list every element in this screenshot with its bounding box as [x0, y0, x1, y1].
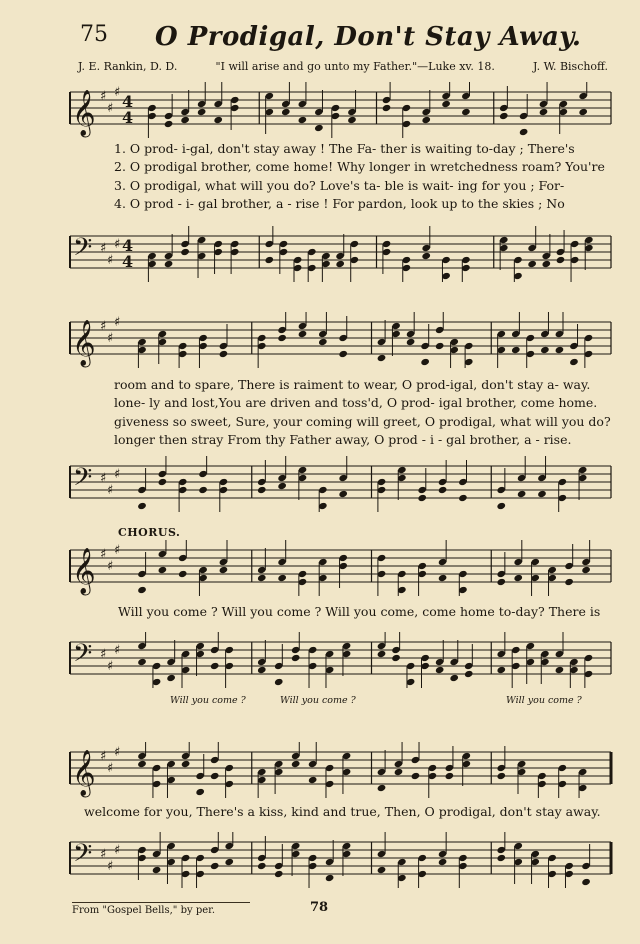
sharp-icon: ♯ [114, 745, 121, 760]
note-head [496, 578, 506, 586]
echo-lyric-3: Will you come ? [506, 695, 582, 706]
note-head [449, 674, 459, 682]
note-head [513, 574, 523, 582]
note-head [441, 100, 451, 108]
note-head [496, 772, 506, 780]
sharp-icon: ♯ [100, 749, 107, 764]
note-head [335, 260, 345, 268]
verse-4-line-2: longer then stray From thy Father away, O prod - i - gal brother, a - rise. [114, 431, 572, 447]
chorus-label: CHORUS. [118, 526, 181, 539]
note-head [158, 566, 168, 574]
note-head [581, 878, 591, 886]
verse-1-line-2: room and to spare, There is raiment to wear, O prod-igal, don't stay a- way. [114, 377, 591, 392]
note-head [377, 650, 387, 658]
sharp-icon: ♯ [100, 847, 107, 862]
note-head [210, 862, 220, 870]
note-head [435, 666, 445, 674]
time-signature-bottom: 4 [122, 108, 134, 127]
note-head [181, 760, 191, 768]
note-head [461, 108, 471, 116]
note-head [166, 674, 176, 682]
note-head [257, 666, 267, 674]
bass-clef-icon: 𝄢 [73, 463, 93, 498]
note-head [542, 260, 552, 268]
sharp-icon: ♯ [114, 237, 121, 252]
note-head [458, 494, 468, 502]
note-head [406, 338, 416, 346]
chorus-lyrics-line-1: Will you come ? Will you come ? Will you come, come home to-day? There is [118, 604, 601, 619]
note-head [219, 350, 229, 358]
sharp-icon: ♯ [114, 85, 121, 100]
note-head [198, 486, 208, 494]
sharp-icon: ♯ [100, 547, 107, 562]
verse-3-line-2: giveness so sweet, Sure, your coming will greet, O prodigal, what will you do? [114, 413, 611, 429]
note-head [511, 346, 521, 354]
sharp-icon: ♯ [100, 241, 107, 256]
note-head [164, 260, 174, 268]
sharp-icon: ♯ [100, 319, 107, 334]
note-head [274, 678, 284, 686]
note-head [137, 586, 147, 594]
verse-2-line-1: 2. O prodigal brother, come home! Why longer in wretchedness roam? You're [114, 159, 605, 175]
sharp-icon: ♯ [107, 483, 114, 498]
note-head [137, 658, 147, 666]
staff-system-3-treble [66, 540, 616, 596]
note-head [391, 654, 401, 662]
sharp-icon: ♯ [114, 543, 121, 558]
note-head [564, 578, 574, 586]
sharp-icon: ♯ [107, 331, 114, 346]
time-signature-top: 4 [122, 92, 134, 111]
note-head [411, 772, 421, 780]
treble-clef-icon: 𝄞 [72, 750, 96, 796]
note-head [435, 342, 445, 350]
note-head [556, 256, 566, 264]
treble-clef-icon: 𝄞 [72, 90, 96, 136]
staff-system-1-bass [66, 226, 616, 282]
sharp-icon: ♯ [114, 467, 121, 482]
note-head [421, 252, 431, 260]
chorus-lyrics-line-2: welcome for you, There's a kiss, kind and true, Then, O prodigal, don't stay away. [84, 804, 601, 819]
bass-clef-icon: 𝄢 [73, 233, 93, 268]
note-head [164, 120, 174, 128]
sharp-icon: ♯ [100, 647, 107, 662]
note-head [499, 112, 509, 120]
note-head [180, 248, 190, 256]
note-head [195, 788, 205, 796]
note-head [445, 772, 455, 780]
note-head [219, 566, 229, 574]
note-head [264, 256, 274, 264]
verse-2-line-2: lone- ly and lost,You are driven and toss'd, O prod- igal brother, come home. [114, 395, 598, 411]
note-head [438, 858, 448, 866]
note-head [197, 108, 207, 116]
sharp-icon: ♯ [107, 559, 114, 574]
note-head [420, 358, 430, 366]
sharp-icon: ♯ [107, 859, 114, 874]
note-head [277, 574, 287, 582]
note-head [213, 116, 223, 124]
staff-system-2-bass [66, 456, 616, 512]
note-head [318, 338, 328, 346]
sharp-icon: ♯ [107, 253, 114, 268]
note-head [496, 666, 506, 674]
note-head [464, 670, 474, 678]
note-head [210, 662, 220, 670]
sharp-icon: ♯ [114, 843, 121, 858]
note-head [257, 574, 267, 582]
verse-4-line-1: 4. O prod - i- gal brother, a - rise ! For pardon, look up to the skies ; No [114, 195, 565, 211]
note-head [496, 502, 506, 510]
bass-clef-icon: 𝄢 [73, 839, 93, 874]
note-head [178, 570, 188, 578]
note-head [421, 116, 431, 124]
source-footnote: From "Gospel Bells," by per. [72, 905, 215, 916]
treble-clef-icon: 𝄞 [72, 320, 96, 366]
note-head [537, 490, 547, 498]
note-head [137, 760, 147, 768]
sharp-icon: ♯ [107, 101, 114, 116]
note-head [555, 666, 565, 674]
note-head [555, 346, 565, 354]
verse-1-line-1: 1. O prod- i-gal, don't stay away ! The Fa- ther is waiting to-day ; There's [114, 141, 575, 156]
echo-lyric-2: Will you come ? [280, 695, 356, 706]
sharp-icon: ♯ [100, 471, 107, 486]
note-head [314, 124, 324, 132]
note-head [581, 566, 591, 574]
note-head [210, 772, 220, 780]
note-head [517, 490, 527, 498]
time-signature-top: 4 [122, 236, 134, 255]
echo-lyric-1: Will you come ? [170, 695, 246, 706]
sharp-icon: ♯ [107, 659, 114, 674]
note-head [325, 874, 335, 882]
treble-clef-icon: 𝄞 [72, 548, 96, 594]
note-head [569, 358, 579, 366]
note-head [338, 490, 348, 498]
note-head [291, 654, 301, 662]
bass-clef-icon: 𝄢 [73, 639, 93, 674]
note-head [496, 854, 506, 862]
hymn-number: 75 [80, 22, 108, 47]
note-head [257, 862, 267, 870]
note-head [438, 486, 448, 494]
note-head [519, 128, 529, 136]
note-head [377, 354, 387, 362]
note-head [180, 116, 190, 124]
footnote-rule [72, 902, 250, 903]
music-composer: J. W. Bischoff. [533, 60, 608, 73]
staff-system-3-bass [66, 632, 616, 688]
note-head [158, 478, 168, 486]
note-head [277, 334, 287, 342]
note-head [540, 346, 550, 354]
hymn-title: O Prodigal, Don't Stay Away. [155, 22, 582, 52]
verse-lyrics-part-1 [114, 140, 605, 213]
note-head [224, 858, 234, 866]
staff-system-1-treble [66, 82, 616, 138]
note-head [298, 116, 308, 124]
note-head [308, 776, 318, 784]
note-head [539, 108, 549, 116]
note-head [298, 330, 308, 338]
note-head [281, 108, 291, 116]
sharp-icon: ♯ [107, 761, 114, 776]
note-head [377, 784, 387, 792]
words-author: J. E. Rankin, D. D. [78, 60, 178, 73]
sharp-icon: ♯ [114, 643, 121, 658]
note-head [257, 486, 267, 494]
staff-system-2-treble [66, 312, 616, 368]
time-signature-bottom: 4 [122, 252, 134, 271]
note-head [394, 768, 404, 776]
note-head [377, 866, 387, 874]
note-head [274, 870, 284, 878]
credits-line [78, 60, 608, 73]
note-head [338, 350, 348, 358]
verse-lyrics-part-2 [114, 376, 611, 449]
note-head [438, 574, 448, 582]
staff-system-4-treble [66, 742, 616, 798]
scripture-reference: "I will arise and go unto my Father."—Luke xv. 18. [215, 60, 495, 73]
staff-system-4-bass [66, 832, 616, 888]
note-head [382, 104, 392, 112]
page-number: 78 [310, 900, 329, 915]
note-head [137, 502, 147, 510]
note-head [527, 260, 537, 268]
note-head [347, 116, 357, 124]
verse-3-line-1: 3. O prodigal, what will you do? Love's ta- ble is wait- ing for you ; For- [114, 177, 565, 193]
note-head [152, 866, 162, 874]
note-head [277, 482, 287, 490]
sharp-icon: ♯ [114, 315, 121, 330]
note-head [578, 108, 588, 116]
note-head [417, 494, 427, 502]
note-head [291, 760, 301, 768]
sharp-icon: ♯ [100, 89, 107, 104]
